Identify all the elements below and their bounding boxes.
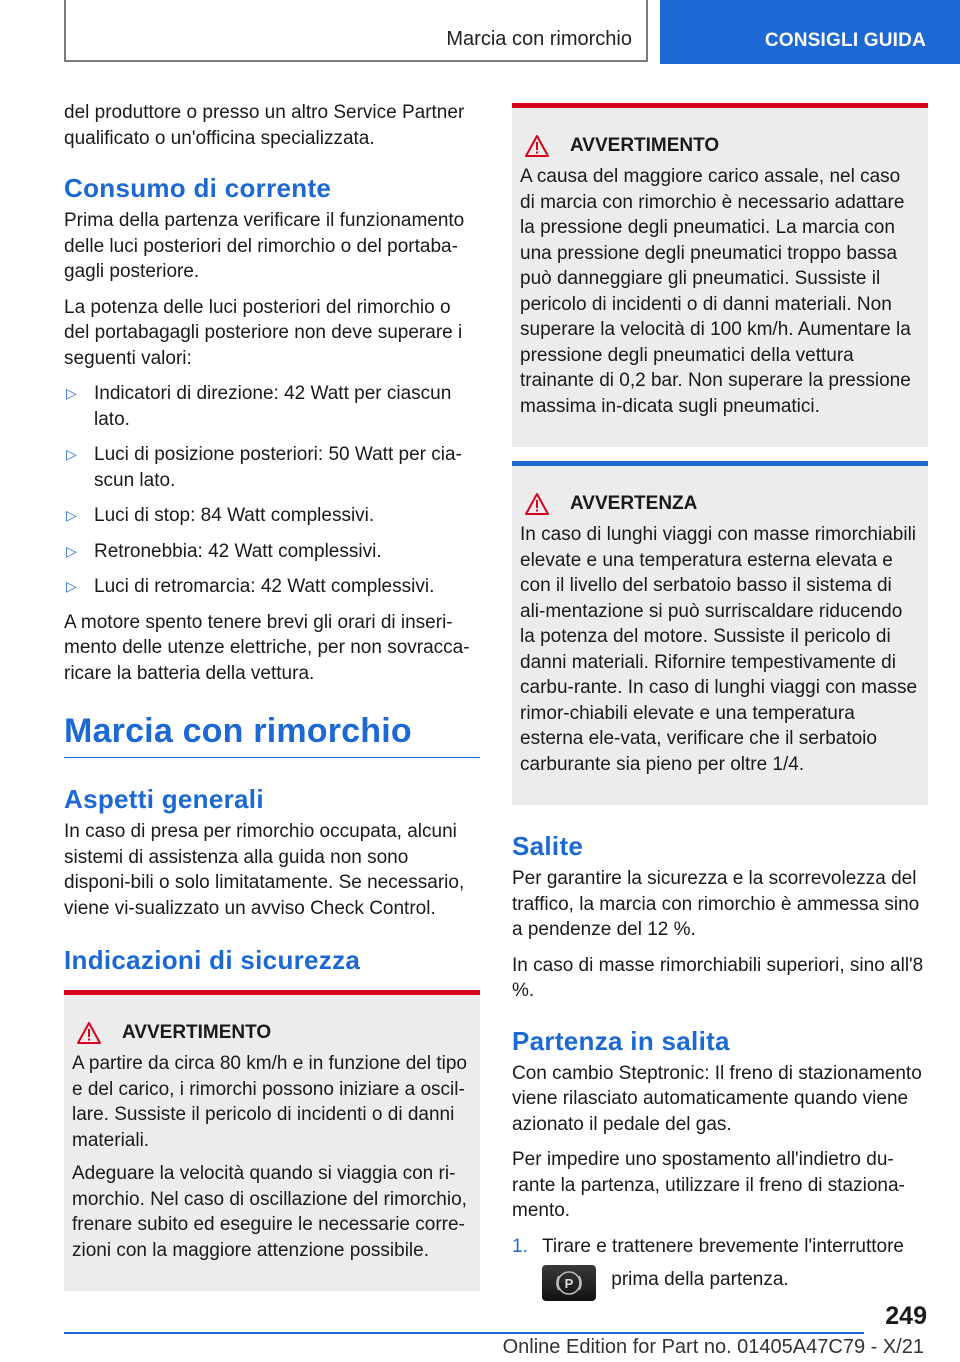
- header-section-title: Marcia con rimorchio: [446, 28, 632, 50]
- warning-box-tire-pressure: [512, 103, 928, 447]
- warning-paragraph-1: A partire da circa 80 km/h e in funzione del tipo e del carico, i rimorchi possono iniziare a oscil-lare. Sussiste il pericolo di incidenti o di danni materiali.: [72, 1053, 468, 1151]
- list-item: ▷ Indicatori di direzione: 42 Watt per ciascun lato.: [66, 383, 452, 430]
- intro-text: del produttore o presso un altro Service Partner qualificato o un'officina specializzata.: [64, 102, 465, 149]
- sicurezza-heading: Indicazioni di sicurezza: [64, 945, 361, 975]
- partenza-heading: Partenza in salita: [512, 1025, 730, 1056]
- svg-text:P: P: [564, 1276, 574, 1291]
- warning-triangle-icon: [76, 1021, 102, 1045]
- step-item: [512, 1234, 928, 1302]
- page-number: 249: [885, 1302, 927, 1330]
- notice-paragraph: In caso di lunghi viaggi con masse rimorchiabili elevate e una temperatura esterna elevata e con il livello del serbatoio basso il sistema di ali-mentazione si può surriscaldare riducendo la potenza del motore. Sussiste il pericolo di danni materiali. Rifornire tempestivamente di carbu-rante. In caso di lunghi viaggi con masse rimor-chiabili elevate e una temperatura esterna ele-vata, verificare che il serbatoio carburante sia pieno per oltre 1/4.: [520, 524, 918, 775]
- parking-brake-button-icon: [542, 1265, 596, 1301]
- partenza-paragraph-1: Con cambio Steptronic: Il freno di stazionamento viene rilasciato automaticamente quando viene azionato il pedale del gas.: [512, 1062, 922, 1135]
- steps-list: [512, 1234, 928, 1302]
- notice-box-fuel: [512, 461, 928, 805]
- list-item: ▷ Luci di posizione posteriori: 50 Watt per cia-scun lato.: [66, 444, 462, 491]
- warning-paragraph: A causa del maggiore carico assale, nel caso di marcia con rimorchio è necessario adattare la pressione degli pneumatici. La marcia con una pressione degli pneumatici troppo bassa può danneggiare gli pneumatici. Sussiste il pericolo di incidenti o di danni materiali. Non superare la velocità di 100 km/h. Aumentare la pressione degli pneumatici della vettura trainante di 0,2 bar. Non superare la pressione massima in-dicata sugli pneumatici.: [520, 166, 911, 417]
- header-frame: [64, 0, 648, 62]
- warning-title: AVVERTIMENTO: [520, 134, 920, 158]
- salite-paragraph-2: In caso di masse rimorchiabili superiori, sino all'8 %.: [512, 954, 924, 1001]
- list-item: ▷ Luci di stop: 84 Watt complessivi.: [64, 503, 480, 529]
- aspetti-paragraph: In caso di presa per rimorchio occupata, alcuni sistemi di assistenza alla guida non sono disponi-bili o solo limitatamente. Se necessario, viene vi-sualizzato un avviso Check Control.: [64, 821, 465, 919]
- consumo-heading: Consumo di corrente: [64, 173, 332, 203]
- salite-heading: Salite: [512, 831, 584, 861]
- edition-footer: Online Edition for Part no. 01405A47C79 - X/21: [502, 1336, 924, 1358]
- power-limits-list: [64, 381, 480, 600]
- warning-triangle-icon: [524, 492, 550, 516]
- page-title: Marcia con rimorchio: [64, 712, 480, 758]
- chapter-tab[interactable]: [660, 0, 960, 64]
- left-column: [64, 100, 480, 1291]
- right-column: [512, 103, 928, 1301]
- partenza-paragraph-2: Per impedire uno spostamento all'indietro du-rante la partenza, utilizzare il freno di staziona-mento.: [512, 1149, 905, 1221]
- warning-box-oscillation: [64, 990, 480, 1291]
- consumo-paragraph-2: La potenza delle luci posteriori del rimorchio o del portabagagli posteriore non deve superare i seguenti valori:: [64, 296, 463, 369]
- step-number: 1.: [512, 1235, 528, 1257]
- warning-title: AVVERTIMENTO: [72, 1021, 472, 1045]
- triangle-bullet-icon: ▷: [66, 385, 77, 401]
- footer-rule: [64, 1332, 864, 1334]
- notice-title: AVVERTENZA: [520, 492, 920, 516]
- step-text-tail: prima della partenza.: [611, 1269, 789, 1291]
- list-item: ▷ Retronebbia: 42 Watt complessivi.: [64, 539, 480, 565]
- triangle-bullet-icon: ▷: [66, 578, 77, 594]
- triangle-bullet-icon: ▷: [66, 507, 77, 523]
- triangle-bullet-icon: ▷: [66, 542, 77, 559]
- triangle-bullet-icon: ▷: [66, 446, 77, 462]
- warning-triangle-icon: [524, 134, 550, 158]
- step-text: Tirare e trattenere brevemente l'interruttore: [542, 1235, 904, 1257]
- consumo-paragraph-3: A motore spento tenere brevi gli orari di inseri-mento delle utenze elettriche, per non sovracca-ricare la batteria della vettura.: [64, 611, 470, 684]
- consumo-paragraph-1: Prima della partenza verificare il funzionamento delle luci posteriori del rimorchio o del portaba-gagli posteriore.: [64, 210, 465, 282]
- aspetti-heading: Aspetti generali: [64, 784, 264, 814]
- chapter-tab-label: CONSIGLI GUIDA: [764, 30, 926, 51]
- warning-paragraph-2: Adeguare la velocità quando si viaggia con ri-morchio. Nel caso di oscillazione del rimorchio, frenare subito ed eseguire le necessarie corre-zioni con la maggiore attenzione possibile.: [72, 1163, 467, 1261]
- list-item: ▷ Luci di retromarcia: 42 Watt complessivi.: [64, 574, 480, 600]
- salite-paragraph-1: Per garantire la sicurezza e la scorrevolezza del traffico, la marcia con rimorchio è ammessa sino a pendenze del 12 %.: [512, 868, 920, 940]
